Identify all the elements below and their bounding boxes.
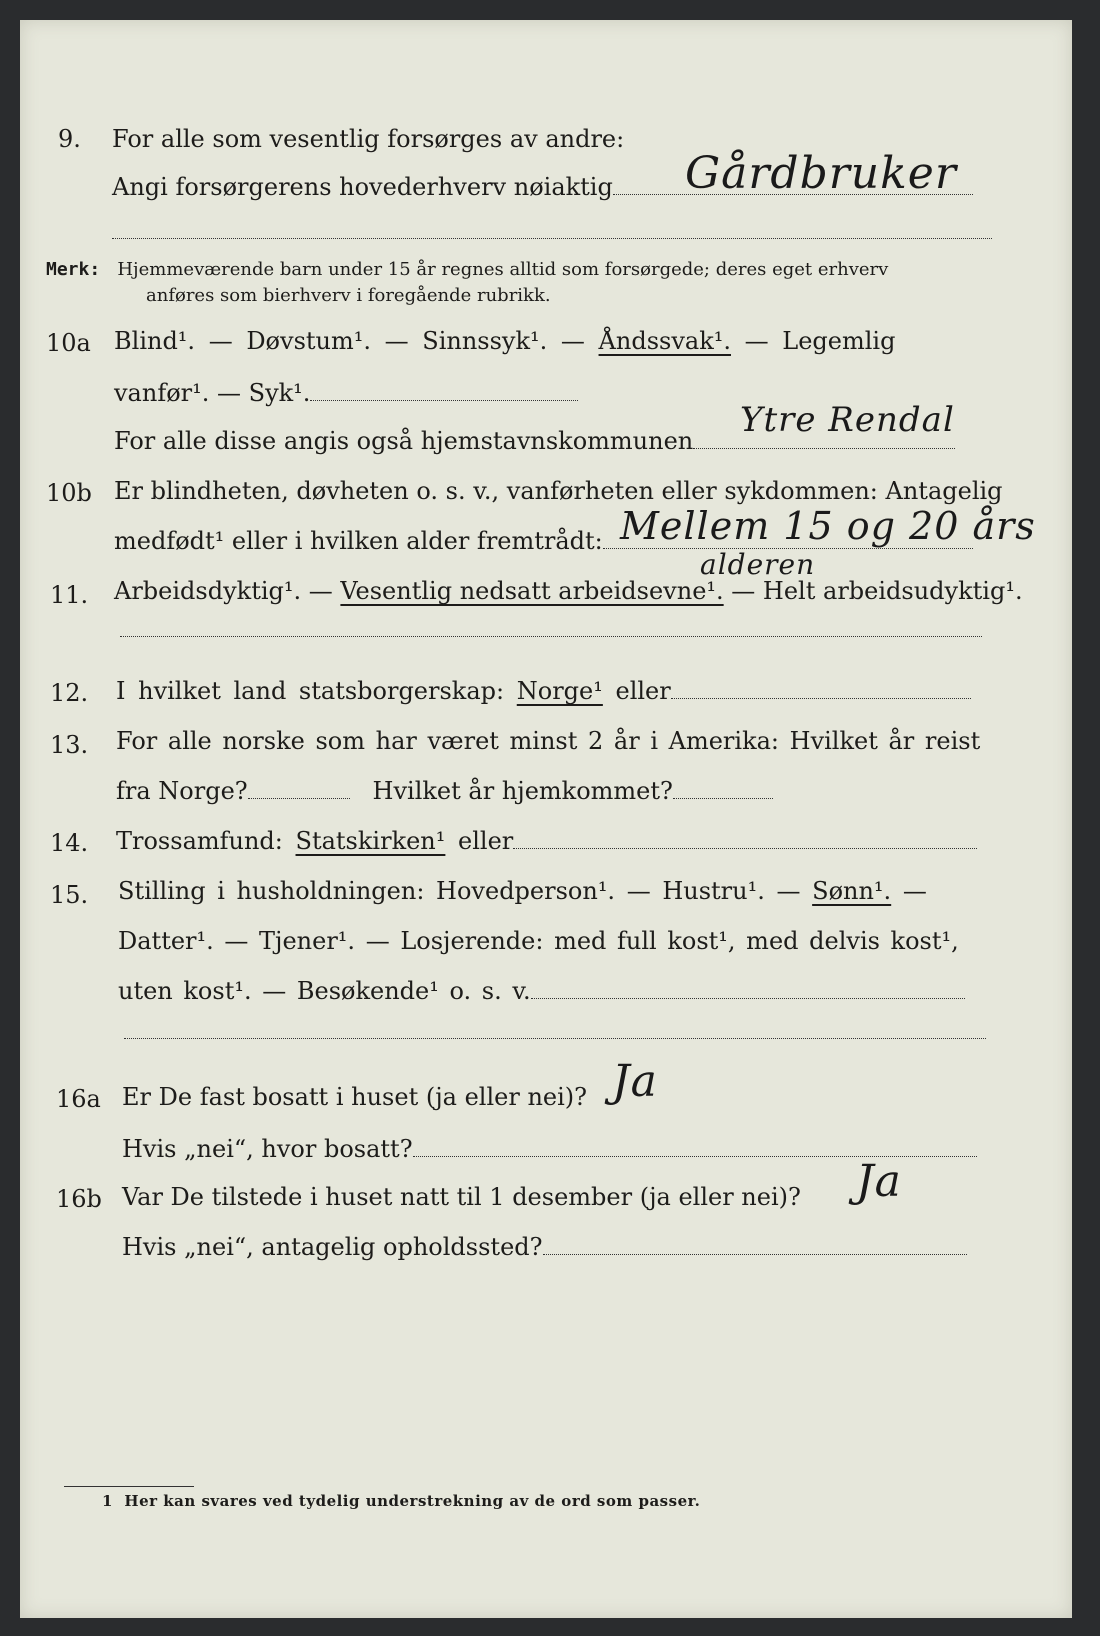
- q13-line2: [116, 776, 773, 806]
- q15-number: 15.: [50, 881, 89, 909]
- q16a-line1: Er De fast bosatt i huset (ja eller nei)?: [122, 1083, 588, 1111]
- q10a-line3-text: For alle disse angis også hjemstavnskommunen: [114, 427, 694, 455]
- q15-blank-rule: [124, 1038, 986, 1039]
- q16a-number: 16a: [56, 1085, 101, 1113]
- q12-number: 12.: [50, 679, 89, 707]
- q10a-syk-line: [310, 399, 578, 401]
- q15-line3-text: uten kost¹. — Besøkende¹ o. s. v.: [118, 977, 531, 1005]
- q9-handwritten-answer: Gårdbruker: [685, 148, 957, 199]
- q13-line1: For alle norske som har været minst 2 år i Amerika: Hvilket år reist: [116, 727, 981, 755]
- footnote-text: Her kan svares ved tydelig understrekning av de ord som passer.: [124, 1492, 701, 1510]
- q11-vesentlig-underlined: Vesentlig nedsatt arbeidsevne¹.: [340, 577, 724, 605]
- merk-line1: [46, 258, 888, 282]
- q12-text: I hvilket land statsborgerskap:: [116, 677, 505, 705]
- footnote: [102, 1492, 700, 1510]
- q14-trossamfund: Trossamfund:: [116, 827, 283, 855]
- q13-fra-norge: fra Norge?: [116, 777, 248, 805]
- q10b-line2-text: medfødt¹ eller i hvilken alder fremtrådt:: [114, 527, 603, 555]
- q9-line2-text: Angi forsørgerens hovederhverv nøiaktig: [112, 173, 613, 201]
- q10b-line1: Er blindheten, døvheten o. s. v., vanførheten eller sykdommen: Antagelig: [114, 477, 1003, 505]
- q16b-handwritten-answer: Ja: [856, 1156, 902, 1207]
- q16b-line2: [122, 1232, 967, 1262]
- q13-hjemkommet-line: [673, 797, 773, 799]
- q9-blank-rule: [112, 238, 992, 239]
- q15-dash: —: [902, 877, 927, 905]
- q13-number: 13.: [50, 731, 89, 759]
- q16b-line1: Var De tilstede i huset natt til 1 desember (ja eller nei)?: [122, 1183, 801, 1211]
- q13-reist-line: [248, 797, 350, 799]
- merk-label: Merk:: [46, 259, 101, 280]
- q15-line3: [118, 976, 965, 1006]
- q15-line1-text: Stilling i husholdningen: Hovedperson¹. — Hustru¹. —: [118, 877, 801, 905]
- q10a-line2-text: vanfør¹. — Syk¹.: [114, 379, 311, 407]
- q10a-legemlig-text: — Legemlig: [744, 327, 896, 355]
- q10a-kommune-line: [693, 447, 955, 449]
- merk-text1: Hjemmeværende barn under 15 år regnes alltid som forsørgede; deres eget erhverv: [117, 259, 889, 280]
- q13-hjemkommet: Hvilket år hjemkommet?: [372, 777, 673, 805]
- q10a-blind-text: Blind¹. — Døvstum¹. — Sinnssyk¹. —: [114, 327, 585, 355]
- q10b-handwritten-answer-2: alderen: [700, 548, 816, 581]
- q16a-handwritten-answer: Ja: [612, 1056, 658, 1107]
- q10a-andssvak-underlined: Åndssvak¹.: [598, 327, 731, 355]
- footnote-mark: 1: [102, 1492, 113, 1510]
- q14-eller: eller: [458, 827, 514, 855]
- census-form-page: [20, 20, 1072, 1618]
- q10a-line1: [114, 326, 895, 356]
- q14-trossamfund-line: [513, 847, 977, 849]
- q11-blank-rule: [120, 636, 982, 637]
- q16b-opholdssted-line: [543, 1253, 967, 1255]
- footnote-rule: [64, 1486, 194, 1487]
- q16a-line2: [122, 1134, 977, 1164]
- q15-line1: [118, 876, 927, 906]
- q12-norge-underlined: Norge¹: [516, 677, 603, 705]
- q11-helt: — Helt arbeidsudyktig¹.: [731, 577, 1023, 605]
- q12-eller: eller: [615, 677, 671, 705]
- q16b-number: 16b: [56, 1185, 102, 1213]
- q10a-line2: [114, 378, 578, 408]
- q16b-line2-text: Hvis „nei“, antagelig opholdssted?: [122, 1233, 543, 1261]
- q9-line1: For alle som vesentlig forsørges av andre:: [112, 125, 625, 153]
- q12-land-line: [671, 697, 971, 699]
- q11-number: 11.: [50, 581, 89, 609]
- q15-sonn-underlined: Sønn¹.: [812, 877, 892, 905]
- q15-line2: Datter¹. — Tjener¹. — Losjerende: med full kost¹, med delvis kost¹,: [118, 927, 959, 955]
- q14-statskirken-underlined: Statskirken¹: [295, 827, 446, 855]
- q16a-line2-text: Hvis „nei“, hvor bosatt?: [122, 1135, 413, 1163]
- q10a-handwritten-answer: Ytre Rendal: [740, 400, 955, 440]
- q12-line: [116, 676, 971, 706]
- q10b-number: 10b: [46, 479, 92, 507]
- q14-number: 14.: [50, 829, 89, 857]
- q11-line: [114, 576, 1023, 606]
- q10b-handwritten-answer-1: Mellem 15 og 20 års: [620, 504, 1036, 548]
- q10a-number: 10a: [46, 329, 91, 357]
- q9-number: 9.: [58, 125, 81, 153]
- q14-line: [116, 826, 977, 856]
- merk-line2: anføres som bierhverv i foregående rubrikk.: [146, 285, 551, 306]
- q15-stilling-line: [531, 997, 965, 999]
- q11-arbeidsdyktig: Arbeidsdyktig¹. —: [114, 577, 333, 605]
